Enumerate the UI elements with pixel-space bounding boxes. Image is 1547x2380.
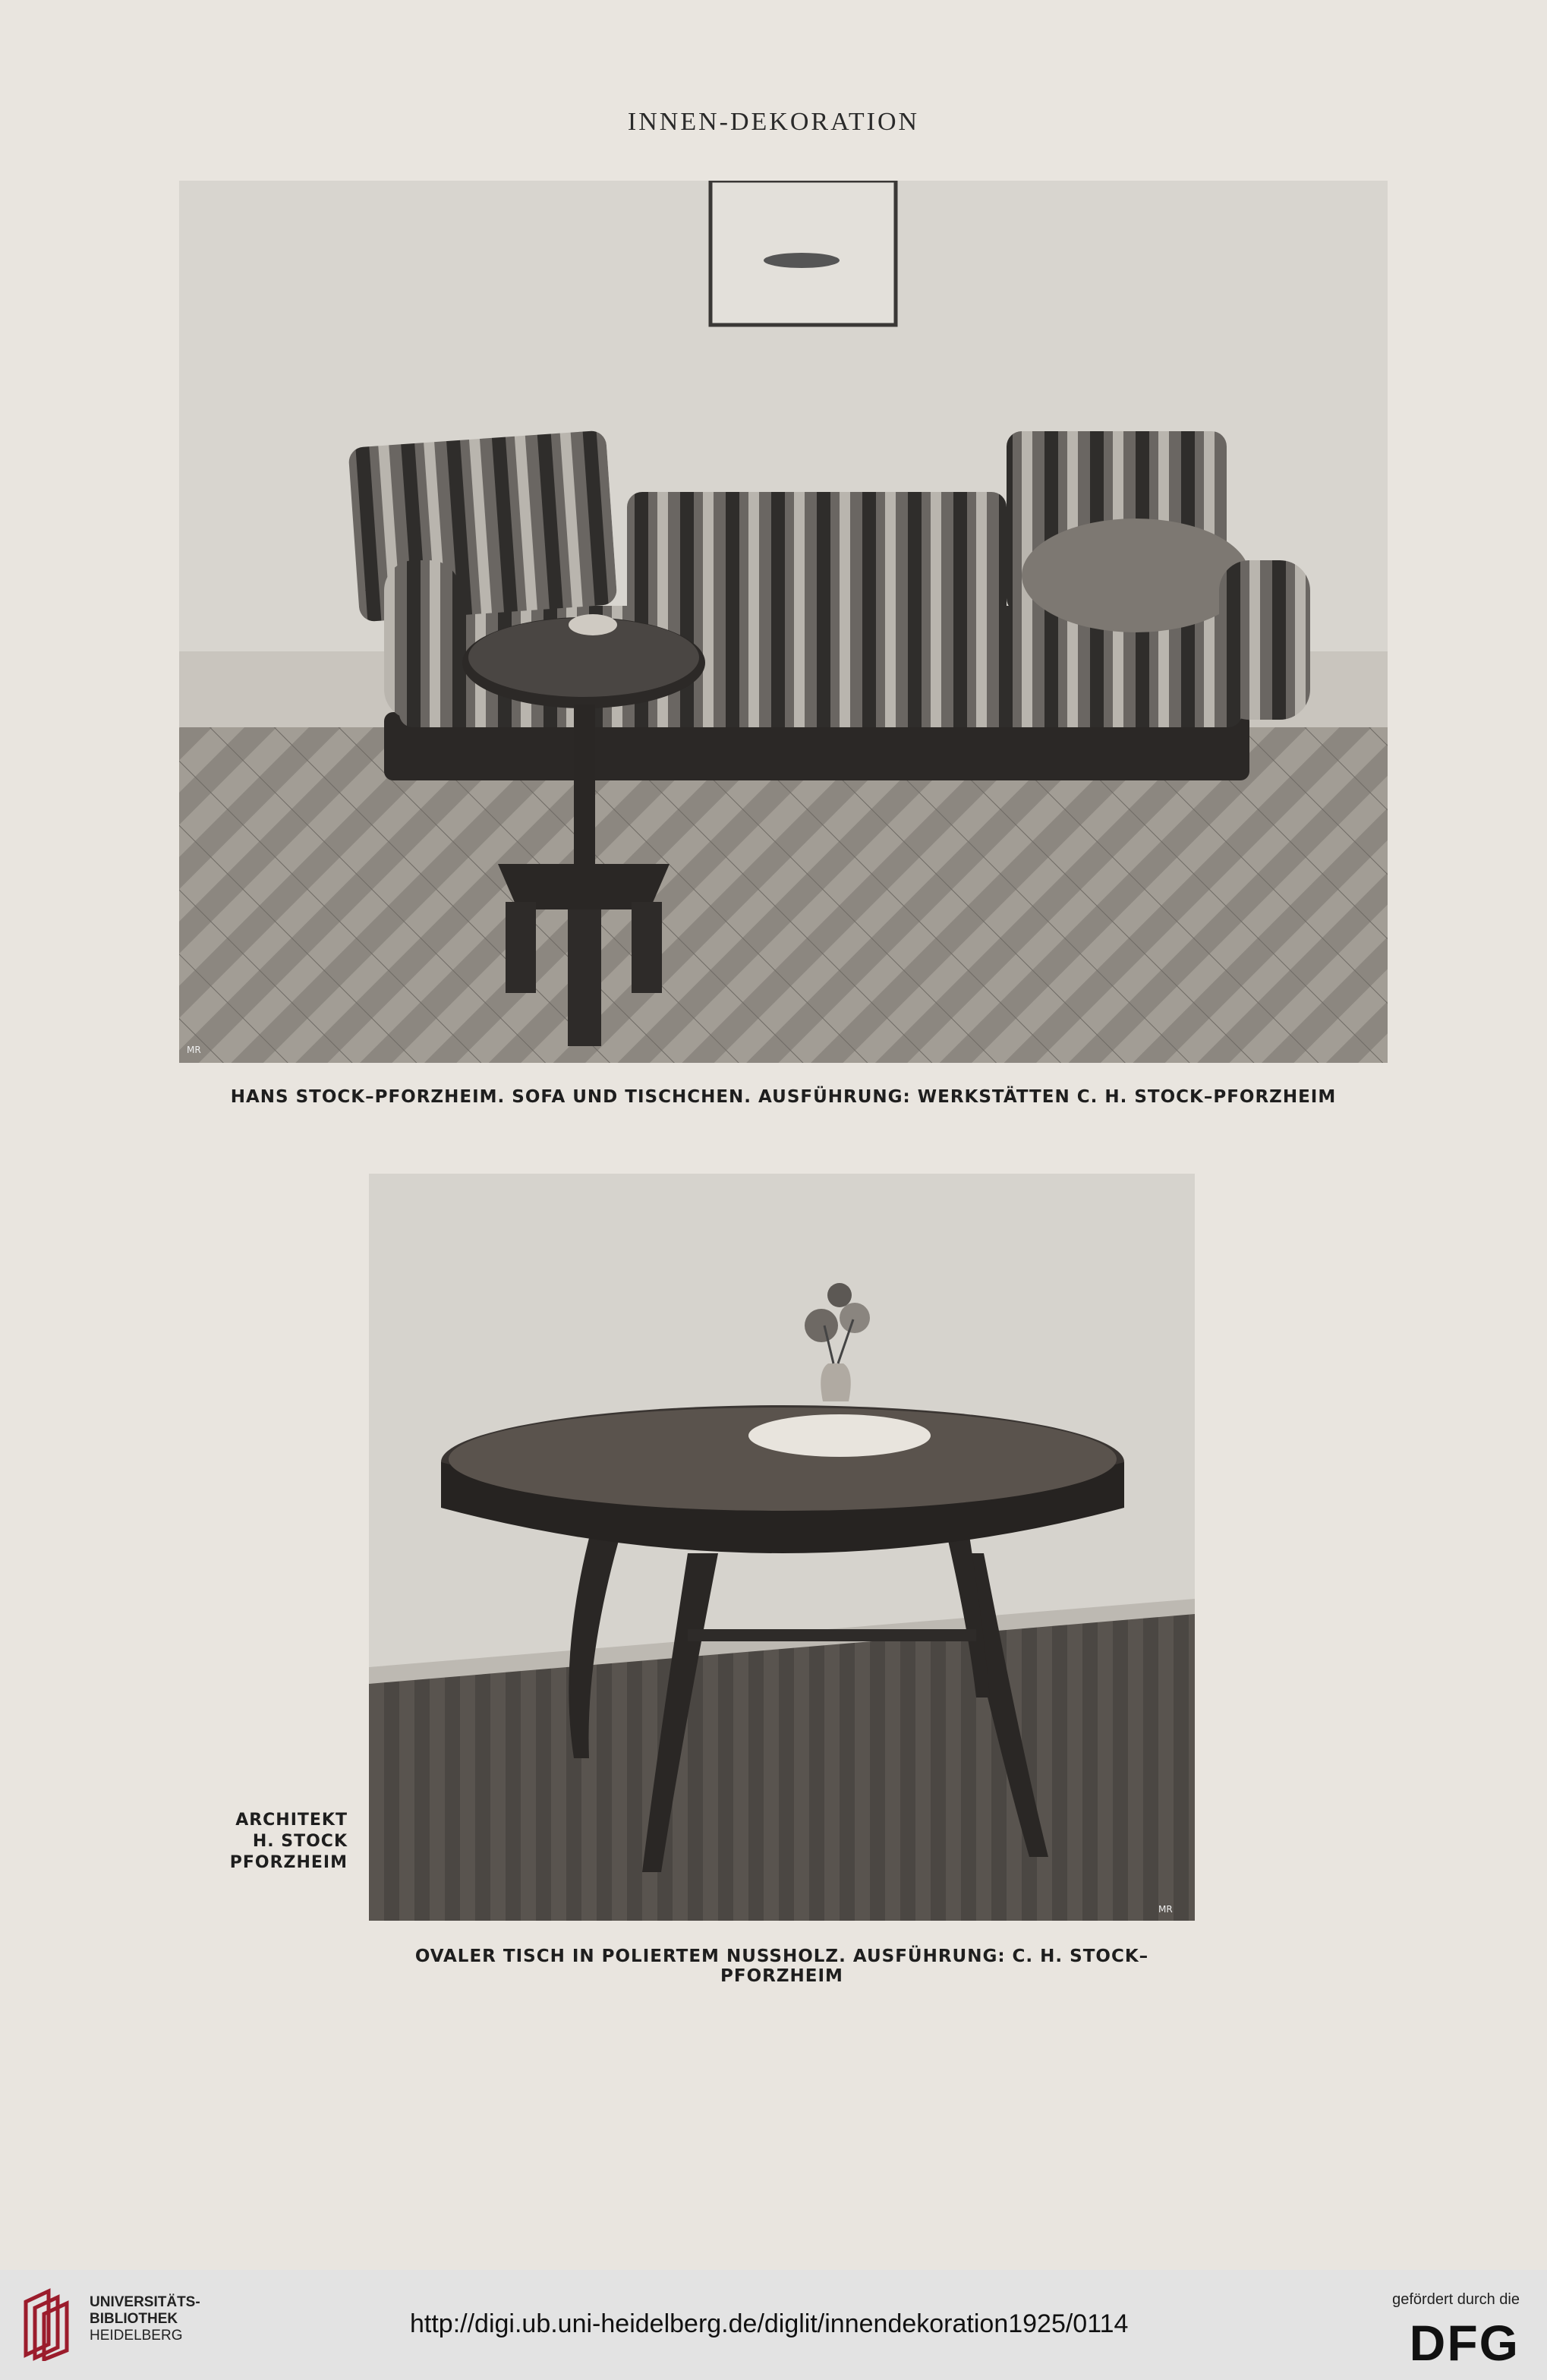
funded-by-label: gefördert durch die	[1392, 2291, 1520, 2308]
footer-bar	[0, 2270, 1547, 2380]
library-name	[90, 2294, 200, 2344]
photo-monogram-bottom: MR	[1158, 1904, 1173, 1915]
library-line1: UNIVERSITÄTS-	[90, 2294, 200, 2310]
side-credit-line3: PFORZHEIM	[229, 1853, 348, 1872]
sofa-photo-illustration	[179, 181, 1388, 1063]
photo-sofa-and-table	[179, 181, 1388, 1063]
dfg-logo: DFG	[1409, 2315, 1520, 2371]
caption-top: HANS STOCK–PFORZHEIM. SOFA UND TISCHCHEN. AUSFÜHRUNG: WERKSTÄTTEN C. H. STOCK–PFORZHEIM	[230, 1087, 1337, 1107]
side-credit-line1: ARCHITEKT	[235, 1811, 348, 1830]
side-credit	[230, 1810, 348, 1874]
running-head: INNEN-DEKORATION	[627, 108, 920, 136]
table-photo-illustration	[369, 1174, 1195, 1921]
library-line3: HEIDELBERG	[90, 2328, 183, 2344]
university-library-logo-icon	[18, 2287, 74, 2361]
permalink-url[interactable]: http://digi.ub.uni-heidelberg.de/diglit/innendekoration1925/0114	[410, 2309, 1129, 2338]
library-line2: BIBLIOTHEK	[90, 2311, 178, 2327]
photo-monogram: MR	[187, 1045, 201, 1055]
photo-oval-table	[369, 1174, 1195, 1921]
caption-bottom: OVALER TISCH IN POLIERTEM NUSSHOLZ. AUSFÜHRUNG: C. H. STOCK–PFORZHEIM	[414, 1947, 1149, 1986]
side-credit-line2: H. STOCK	[252, 1832, 348, 1851]
